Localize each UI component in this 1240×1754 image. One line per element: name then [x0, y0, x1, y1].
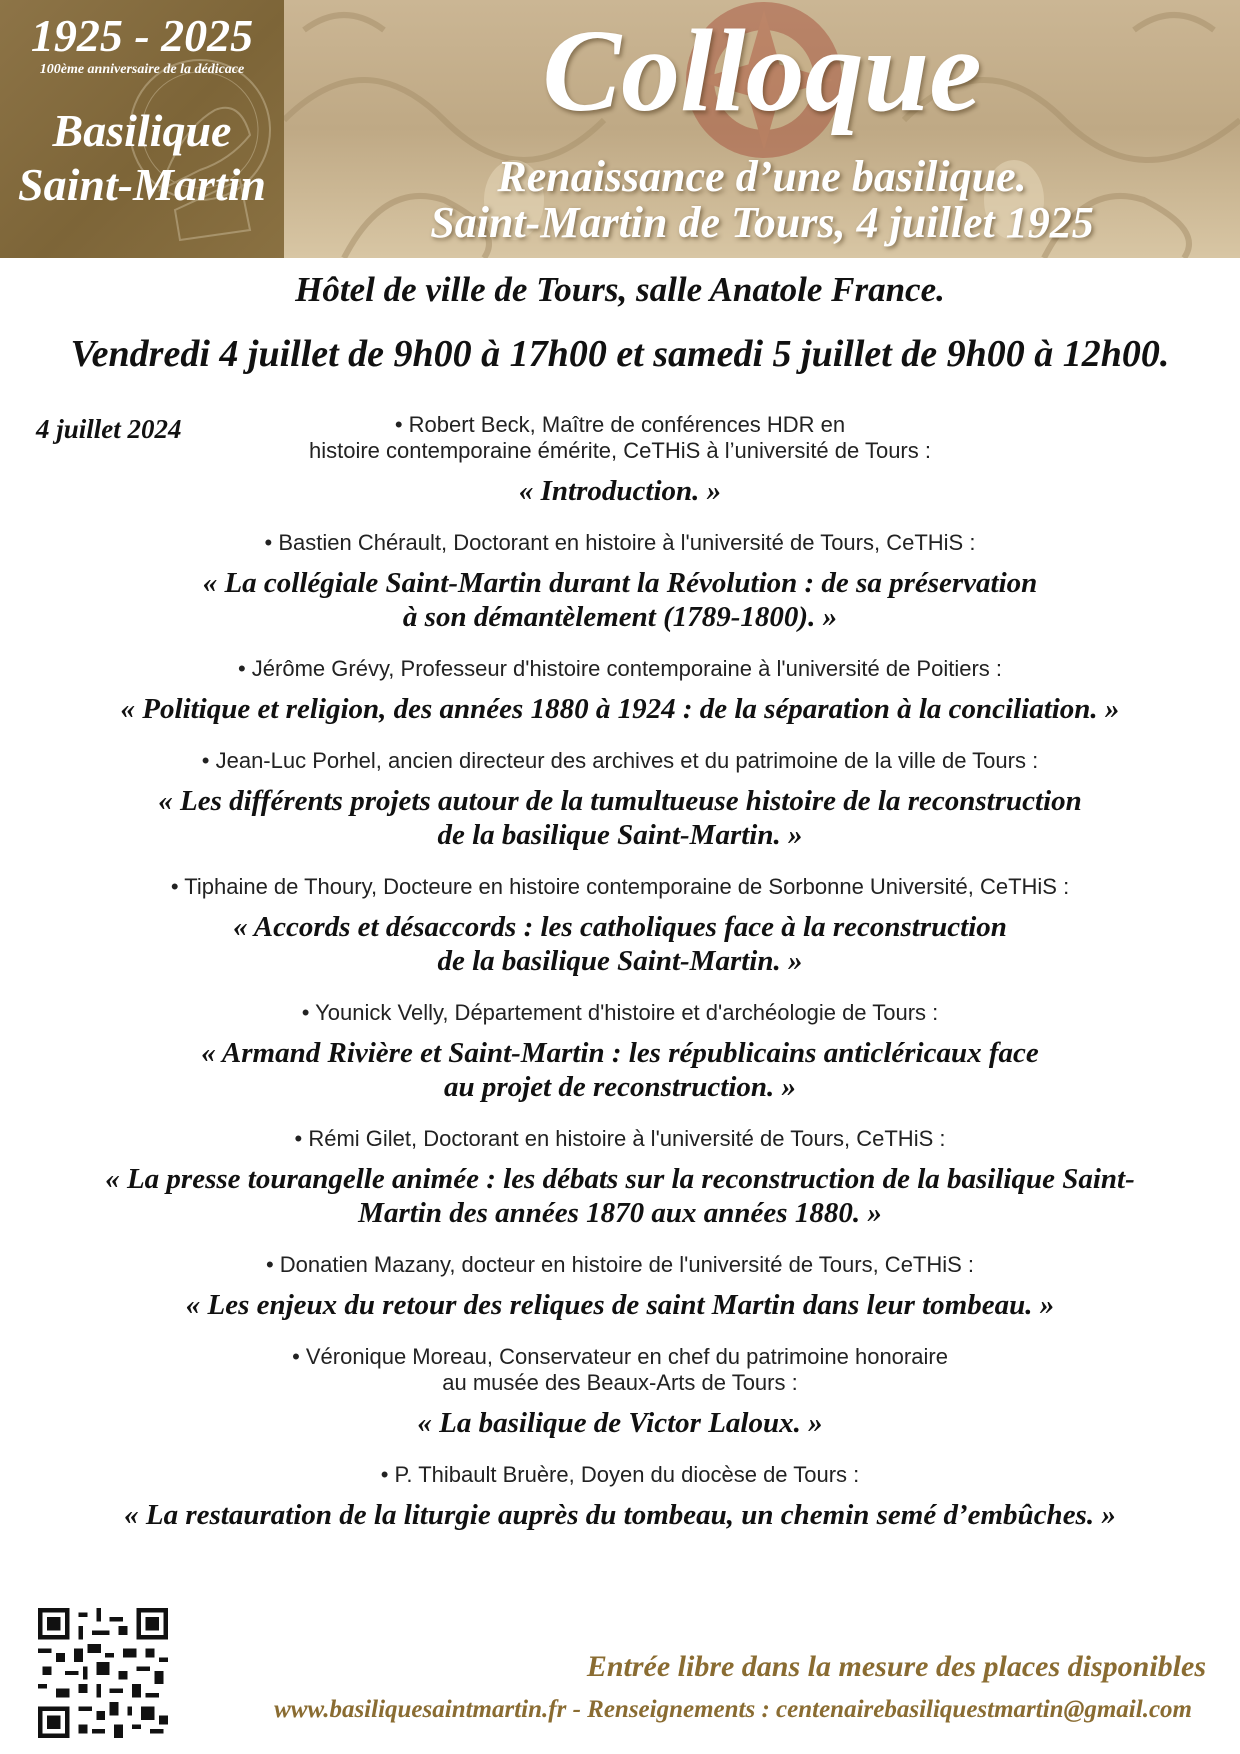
speaker-line: • Jean-Luc Porhel, ancien directeur des archives et du patrimoine de la ville de Tours : — [201, 748, 1039, 773]
anniversary-caption: 100ème anniversaire de la dédicace — [39, 62, 245, 77]
talk-title — [0, 692, 1240, 726]
speaker-line: • P. Thibault Bruère, Doyen du diocèse de Tours : — [380, 1462, 860, 1487]
talk-item — [0, 1344, 1240, 1440]
talk-speaker — [0, 1462, 1240, 1488]
talk-item — [0, 748, 1240, 852]
talk-title — [0, 910, 1240, 978]
basilique-line-2: Saint-Martin — [18, 159, 266, 210]
basilique-name — [0, 104, 284, 212]
title-line: de la basilique Saint-Martin. » — [437, 945, 803, 977]
talk-speaker — [0, 530, 1240, 556]
talk-speaker — [0, 1000, 1240, 1026]
program-date: 4 juillet 2024 — [36, 414, 182, 444]
talk-title — [0, 1406, 1240, 1440]
talk-item — [0, 1000, 1240, 1104]
talk-title — [0, 1036, 1240, 1104]
event-title: Colloque — [542, 5, 982, 136]
anniversary-years: 1925 - 2025 — [30, 10, 254, 61]
title-line: « Armand Rivière et Saint-Martin : les républicains anticléricaux face — [201, 1037, 1039, 1069]
speaker-line: au musée des Beaux-Arts de Tours : — [442, 1370, 798, 1395]
talk-speaker — [0, 656, 1240, 682]
speaker-line: • Véronique Moreau, Conservateur en chef du patrimoine honoraire — [292, 1344, 948, 1369]
speaker-line: • Robert Beck, Maître de conférences HDR en — [394, 412, 846, 437]
title-line: « La basilique de Victor Laloux. » — [417, 1407, 823, 1439]
talk-title — [0, 1288, 1240, 1322]
talk-speaker — [0, 748, 1240, 774]
event-subtitle — [284, 154, 1240, 246]
qr-code-icon[interactable] — [38, 1608, 168, 1738]
talk-item — [0, 1126, 1240, 1230]
title-line: « La restauration de la liturgie auprès du tombeau, un chemin semé d’embûches. » — [124, 1499, 1116, 1531]
speaker-line: histoire contemporaine émérite, CeTHiS à l’université de Tours : — [309, 438, 931, 463]
talk-speaker — [0, 1252, 1240, 1278]
header-banner — [0, 0, 1240, 258]
talk-item — [0, 874, 1240, 978]
title-line: « Les différents projets autour de la tumultueuse histoire de la reconstruction — [158, 785, 1082, 817]
talk-speaker — [0, 412, 1240, 464]
talk-item — [0, 1462, 1240, 1532]
talk-item — [0, 656, 1240, 726]
title-line: Martin des années 1870 aux années 1880. » — [358, 1197, 882, 1229]
anniversary-panel — [0, 0, 284, 258]
title-line: de la basilique Saint-Martin. » — [437, 819, 803, 851]
talk-speaker — [0, 874, 1240, 900]
free-entry-notice: Entrée libre dans la mesure des places disponibles — [586, 1650, 1206, 1683]
speaker-line: • Bastien Chérault, Doctorant en histoire à l'université de Tours, CeTHiS : — [264, 530, 976, 555]
speaker-line: • Donatien Mazany, docteur en histoire de l'université de Tours, CeTHiS : — [265, 1252, 975, 1277]
title-line: au projet de reconstruction. » — [443, 1071, 797, 1103]
speaker-line: • Rémi Gilet, Doctorant en histoire à l'université de Tours, CeTHiS : — [294, 1126, 946, 1151]
basilique-line-1: Basilique — [52, 105, 232, 156]
talk-title — [0, 784, 1240, 852]
talk-title — [0, 1162, 1240, 1230]
talk-speaker — [0, 1126, 1240, 1152]
venue-line: Hôtel de ville de Tours, salle Anatole France. — [295, 270, 945, 309]
talk-title — [0, 1498, 1240, 1532]
talk-speaker — [0, 1344, 1240, 1396]
subtitle-line-1: Renaissance d’une basilique. — [497, 152, 1027, 201]
talk-title — [0, 566, 1240, 634]
title-line: « Les enjeux du retour des reliques de saint Martin dans leur tombeau. » — [185, 1289, 1055, 1321]
speaker-line: • Jérôme Grévy, Professeur d'histoire contemporaine à l'université de Poitiers : — [237, 656, 1003, 681]
title-line: « Politique et religion, des années 1880 à 1924 : de la séparation à la conciliation. » — [120, 693, 1120, 725]
talk-title — [0, 474, 1240, 508]
title-line: « La collégiale Saint-Martin durant la Révolution : de sa préservation — [202, 567, 1038, 599]
title-line: à son démantèlement (1789-1800). » — [402, 601, 838, 633]
subtitle-line-2: Saint-Martin de Tours, 4 juillet 1925 — [430, 198, 1094, 247]
title-line: « La presse tourangelle animée : les débats sur la reconstruction de la basilique Saint- — [105, 1163, 1135, 1195]
speaker-line: • Younick Velly, Département d'histoire et d'archéologie de Tours : — [301, 1000, 939, 1025]
contact-line[interactable]: www.basiliquesaintmartin.fr - Renseignements : centenairebasiliquestmartin@gmail.com — [274, 1696, 1192, 1723]
program-list — [0, 412, 1240, 1532]
talk-item — [0, 1252, 1240, 1322]
title-line: « Accords et désaccords : les catholiques face à la reconstruction — [233, 911, 1007, 943]
title-line: « Introduction. » — [518, 475, 722, 507]
talk-item — [0, 530, 1240, 634]
speaker-line: • Tiphaine de Thoury, Docteure en histoire contemporaine de Sorbonne Université, CeTHiS : — [170, 874, 1070, 899]
talk-item — [0, 412, 1240, 508]
schedule-dates: Vendredi 4 juillet de 9h00 à 17h00 et samedi 5 juillet de 9h00 à 12h00. — [70, 333, 1170, 375]
